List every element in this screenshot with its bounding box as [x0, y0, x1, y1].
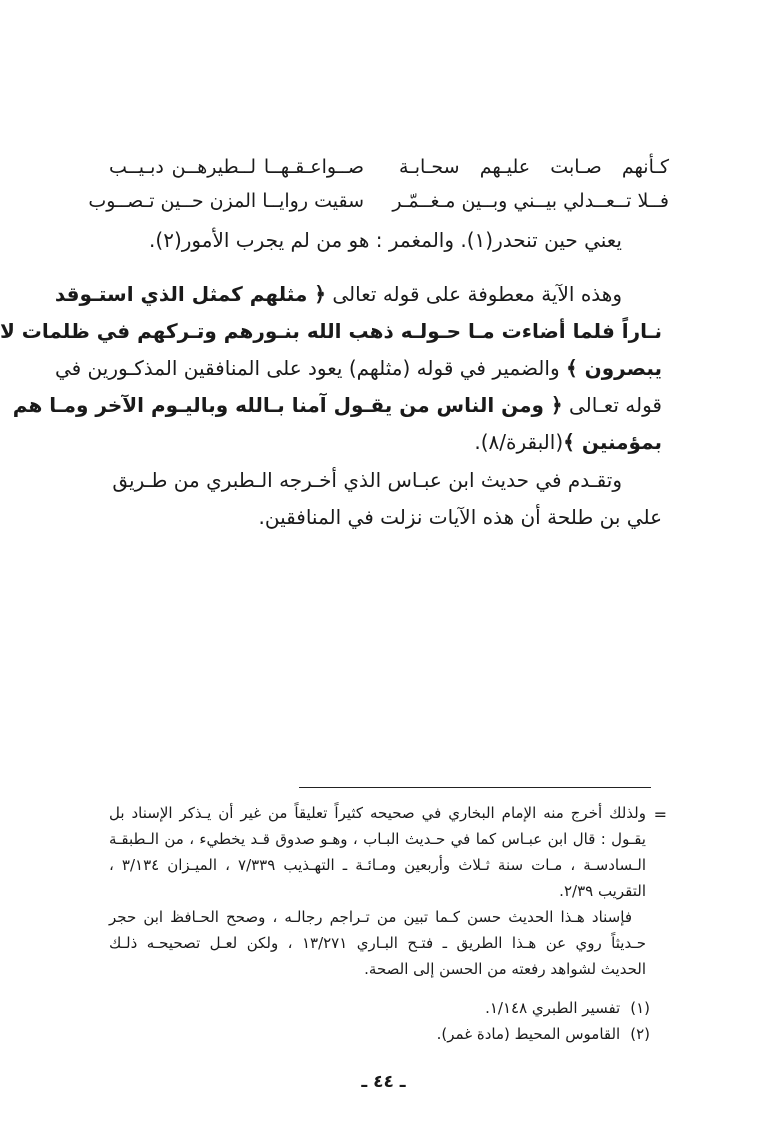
text-line: وتقـدم في حديث ابن عبـاس الذي أخـرجه الـطبري من طـريق — [112, 468, 622, 492]
footnote-text: تفسير الطبري ١/١٤٨. — [485, 999, 621, 1017]
footnote-continuation-marker: = — [653, 805, 667, 824]
footnote-line: الحديث لشواهد رفعته من الحسن إلى الصحة. — [364, 960, 646, 978]
footnote-number: (٢) — [630, 1025, 650, 1043]
footnote-separator — [299, 787, 651, 788]
footnote-list — [109, 995, 650, 1047]
footnote-number: (١) — [630, 999, 650, 1017]
paragraph-hadith-reference — [105, 462, 662, 536]
poem-hemistich-first: كـأنهم صـابت عليـهم سحـابـة — [399, 156, 669, 178]
footnote-line: التقريب ٢/٣٩. — [559, 882, 646, 900]
text-run: والضمير في قوله (مثلهم) يعود على المنافقين المذكـورين في — [54, 356, 566, 380]
text-line — [54, 350, 662, 387]
poem-line — [88, 184, 669, 218]
poem-hemistich-second: سقيت روايــا المزن حــين تـصــوب — [88, 190, 364, 212]
poem-line — [109, 150, 669, 184]
footnote-line: فإسناد هـذا الحديث حسن كـما تبين من تـراجم رجالـه ، وصحح الحـافظ ابن حجر — [109, 908, 632, 926]
footnote-item — [109, 995, 650, 1021]
text-line — [0, 313, 662, 350]
quran-verse: يبصرون ﴾ — [565, 356, 662, 380]
text-line — [105, 424, 662, 461]
text-run: وهذه الآية معطوفة على قوله تعالى — [326, 282, 622, 306]
paragraph-text: يعني حين تنحدر(١). والمغمر : هو من لم يجرب الأمور(٢). — [149, 228, 622, 252]
poem-hemistich-second: صــواعـقـهــا لــطيرهــن دبـيــب — [109, 156, 364, 178]
quran-verse: ﴿ ومن الناس من يقـول آمنا بـالله وباليـوم الآخر ومـا هم — [12, 393, 563, 417]
text-line — [12, 387, 662, 424]
paragraph-explanation — [105, 222, 662, 259]
text-run: قوله تعـالى — [562, 393, 662, 417]
footnote-text: القاموس المحيط (مادة غمر). — [436, 1025, 621, 1043]
quran-verse: نـاراً فلما أضاءت مـا حـولـه ذهب الله بنـورهم وتـركهم في ظلمات لا — [0, 319, 662, 343]
paragraph-verse-commentary — [0, 276, 662, 461]
footnote-line: الـسادسـة ، مـات سنة ثـلاث وأربعين ومـائـة ـ التهـذيب ٧/٣٣٩ ، الميـزان ٣/١٣٤ ، — [109, 856, 646, 874]
footnote-line: ولذلك أخرج منه الإمام البخاري في صحيحه كثيراً تعليقاً من غير أن يـذكر الإسناد بل — [109, 804, 646, 822]
quran-verse: ﴿ مثلهم كمثل الذي استـوقد — [54, 282, 327, 306]
text-line — [54, 276, 662, 313]
footnote-item — [109, 1021, 650, 1047]
footnote-line: حـديثاً روي عن هـذا الطريق ـ فتـح البـاري ١٣/٢٧١ ، ولكن لعـل تصحيحـه ذلـك — [109, 934, 646, 952]
footnotes-continuation — [109, 800, 646, 982]
text-line: علي بن طلحة أن هذه الآيات نزلت في المنافقين. — [258, 505, 662, 529]
quran-verse: بمؤمنين ﴾ — [563, 430, 662, 454]
text-run: (البقرة/٨). — [474, 430, 564, 454]
poem-hemistich-first: فــلا تــعــدلي بيــني وبــين مـغــمّـر — [392, 190, 669, 212]
page-number: ـ ٤٤ ـ — [361, 1072, 406, 1092]
footnote-line: يقـول : قال ابن عبـاس كما في حـديث البـاب ، وهـو صدوق قـد يخطيء ، من الـطبقـة — [109, 830, 646, 848]
poem-block — [88, 150, 669, 218]
